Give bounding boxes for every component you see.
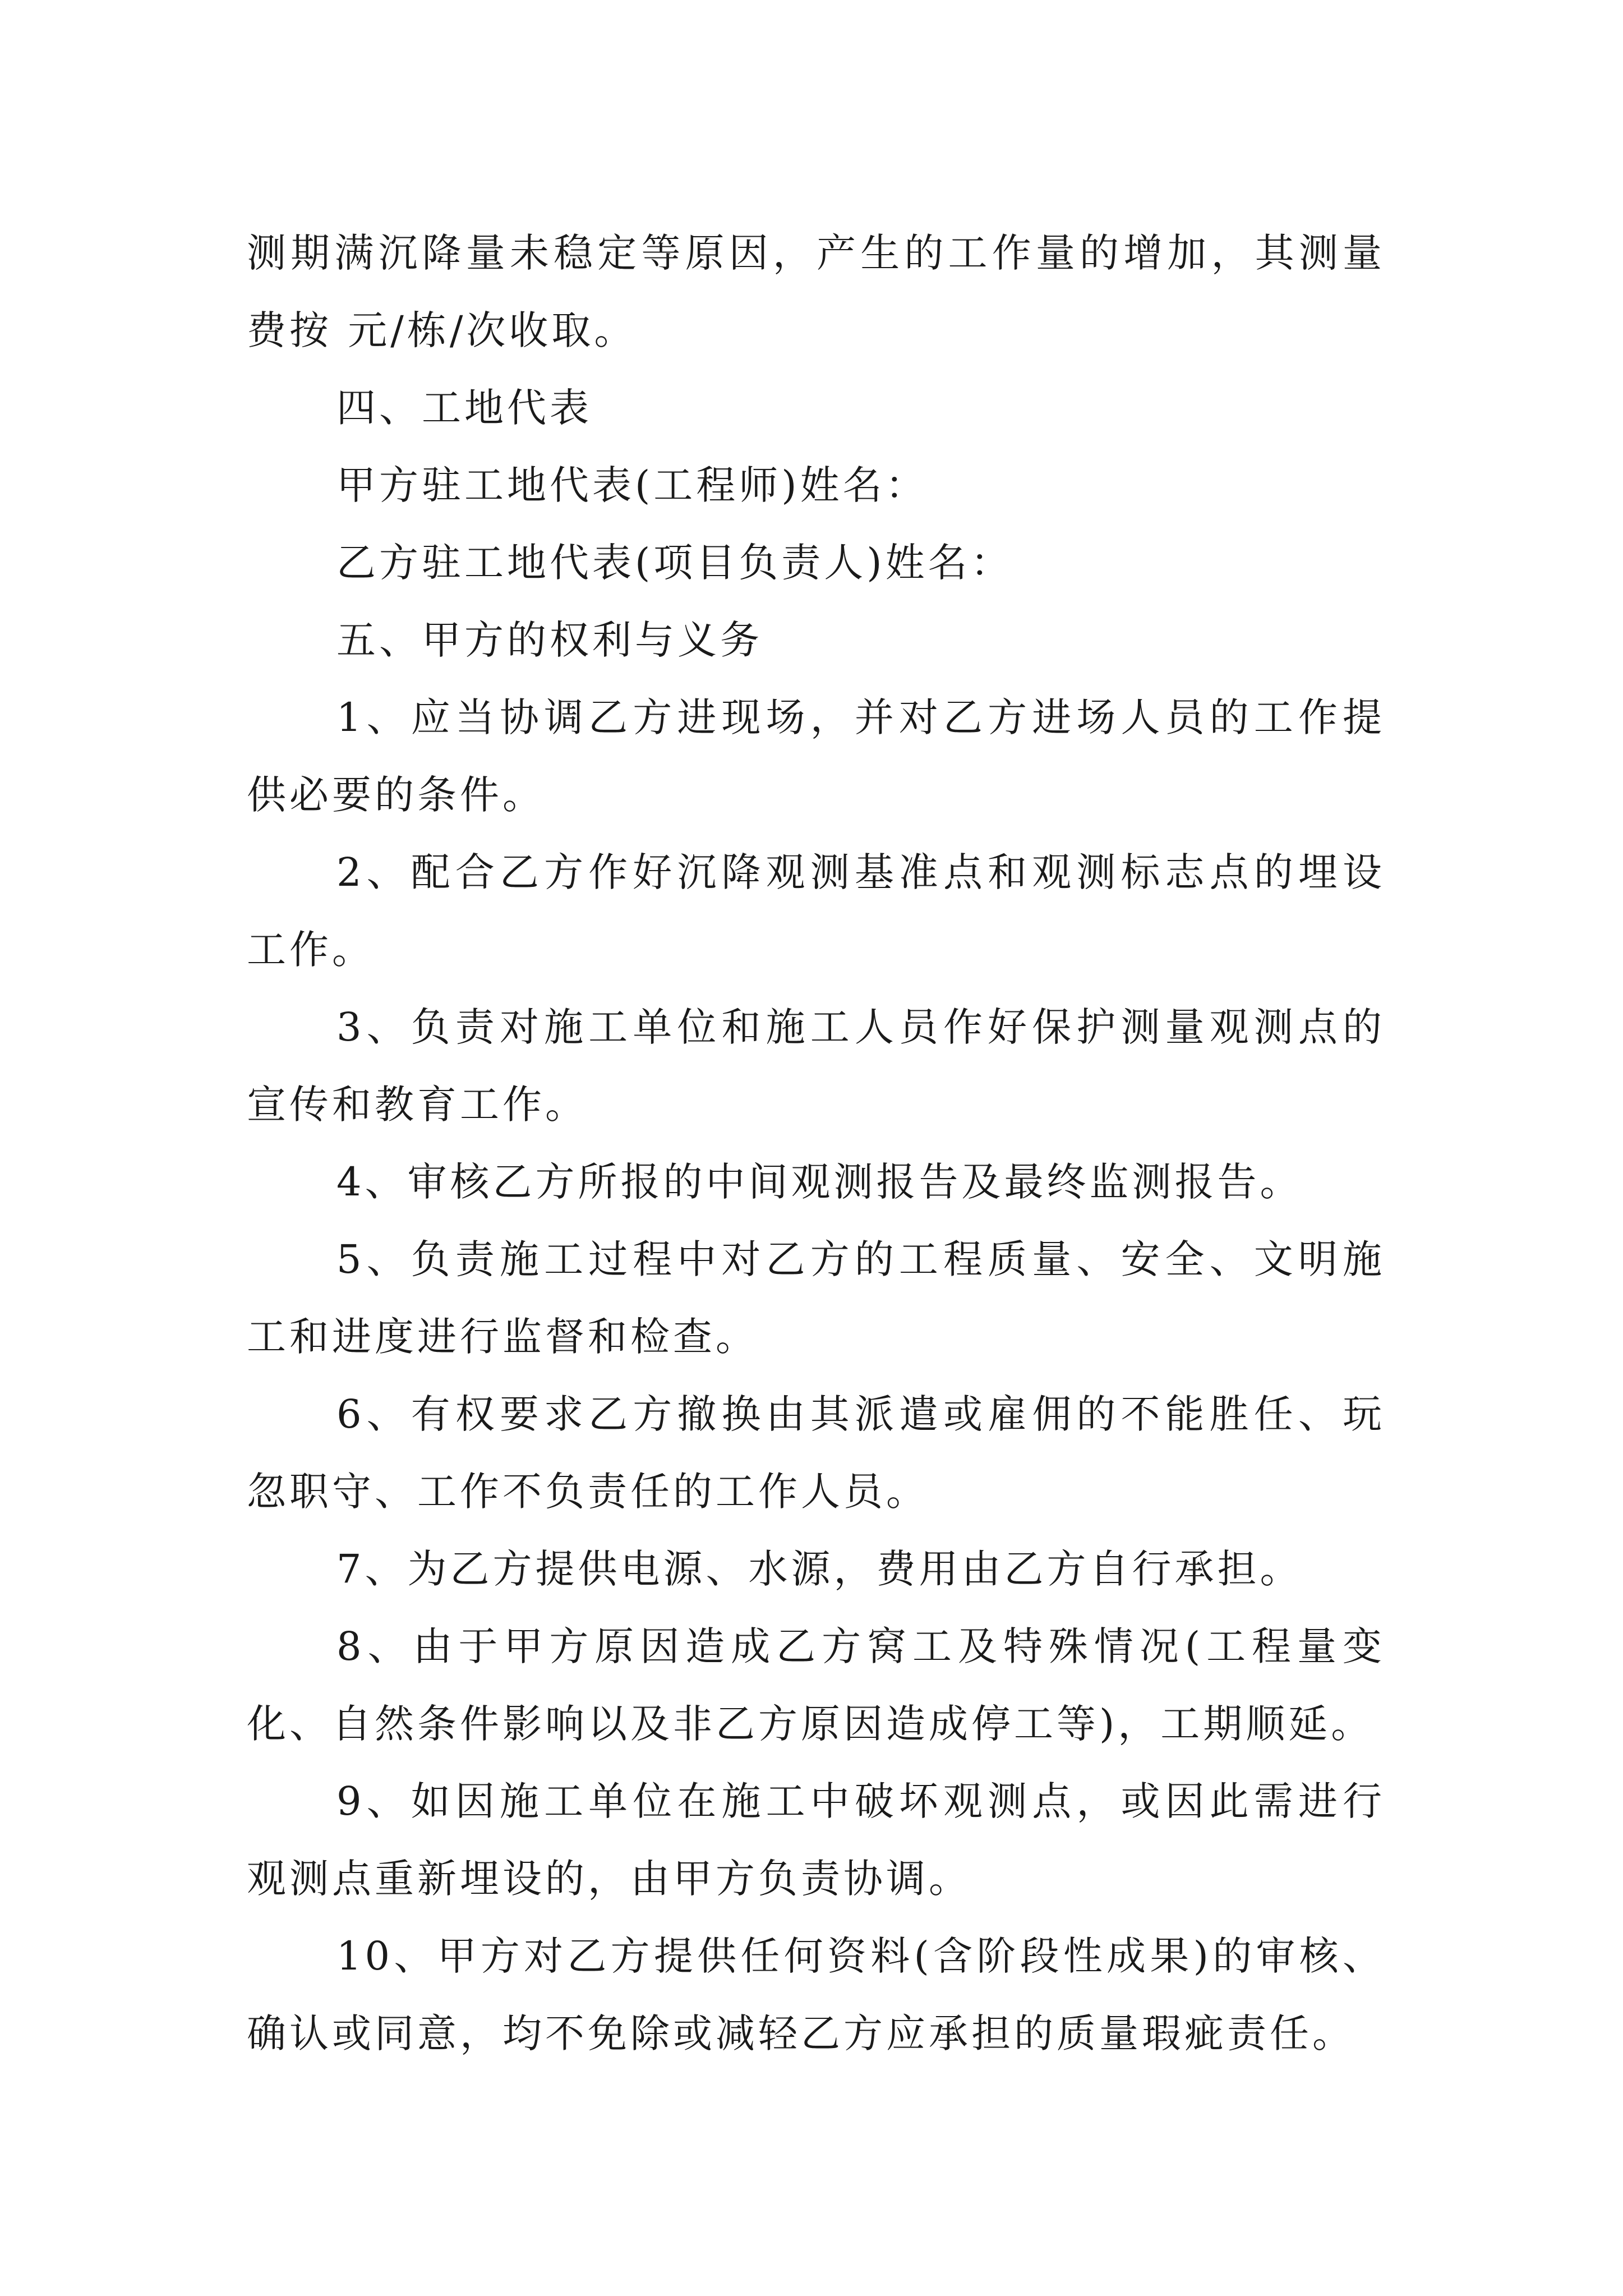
party-a-representative-line: 甲方驻工地代表(工程师)姓名： bbox=[336, 462, 928, 508]
clause-6: 6、有权要求乙方撤换由其派遣或雇佣的不能胜任、玩忽职守、工作不负责任的工作人员。 bbox=[247, 1391, 1385, 1515]
party-b-representative-line: 乙方驻工地代表(项目负责人)姓名： bbox=[336, 540, 1013, 586]
section-heading-site-representative: 四、工地代表 bbox=[336, 385, 592, 431]
clause-8: 8、由于甲方原因造成乙方窝工及特殊情况(工程量变化、自然条件影响以及非乙方原因造成停工等)，工期顺延。 bbox=[247, 1623, 1385, 1747]
clause-2: 2、配合乙方作好沉降观测基准点和观测标志点的埋设工作。 bbox=[247, 849, 1385, 973]
clause-5: 5、负责施工过程中对乙方的工程质量、安全、文明施工和进度进行监督和检查。 bbox=[247, 1236, 1385, 1360]
clause-4: 4、审核乙方所报的中间观测报告及最终监测报告。 bbox=[336, 1159, 1303, 1205]
document-body bbox=[247, 214, 1385, 2072]
clause-3: 3、负责对施工单位和施工人员作好保护测量观测点的宣传和教育工作。 bbox=[247, 1004, 1385, 1128]
clause-7: 7、为乙方提供电源、水源，费用由乙方自行承担。 bbox=[336, 1546, 1303, 1592]
section-heading-party-a-rights: 五、甲方的权利与义务 bbox=[336, 617, 763, 663]
clause-9: 9、如因施工单位在施工中破坏观测点，或因此需进行观测点重新埋设的，由甲方负责协调。 bbox=[247, 1778, 1385, 1902]
clause-1: 1、应当协调乙方进现场，并对乙方进场人员的工作提供必要的条件。 bbox=[247, 694, 1385, 818]
paragraph-continuation: 测期满沉降量未稳定等原因，产生的工作量的增加，其测量费按 元/栋/次收取。 bbox=[247, 230, 1385, 353]
clause-10: 10、甲方对乙方提供任何资料(含阶段性成果)的审核、确认或同意，均不免除或减轻乙方应承担的质量瑕疵责任。 bbox=[247, 1933, 1385, 2056]
